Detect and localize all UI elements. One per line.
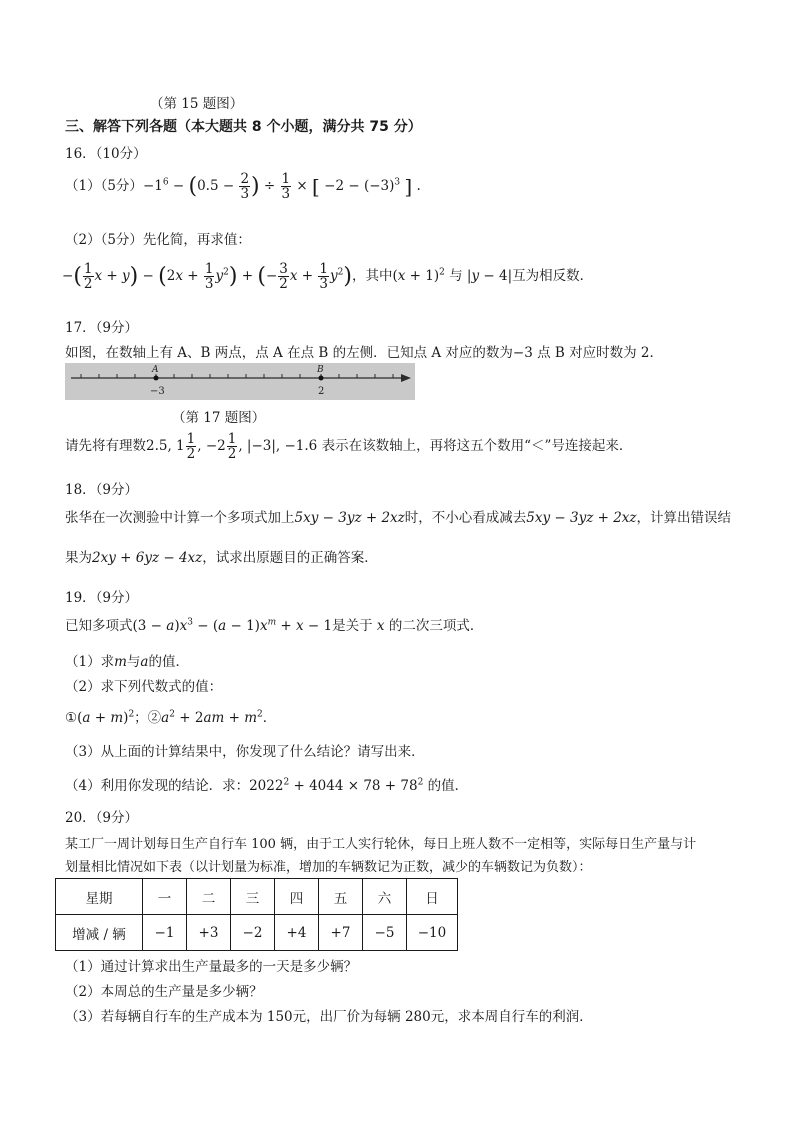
q17-instruction: 请先将有理数2.5, 1 $\frac{1}{2}$ , −2 $\frac{1}{2}$ , |−3|, −1.6 表示在该数轴上，再将这五个数用“＜”号连接起来． [65,431,633,462]
table-cell-change: −10 [407,915,458,951]
table-cell-day: 日 [407,879,458,915]
q17-text: 如图，在数轴上有 A、B 两点，点 A 在点 B 的左侧．已知点 A 对应的数为−3 点 B 对应时数为 2． [65,345,663,361]
table-cell-day: 二 [187,879,231,915]
q20-text-line1: 某工厂一周计划每日生产自行车 100 辆，由于工人实行轮休，每日上班人数不一定相等，实际每日生产量与计 [65,837,697,852]
q20-part3: （3）若每辆自行车的生产成本为 150元，出厂价为每辆 280元，求本周自行车的利润． [65,1009,593,1025]
q19-part2-items: ①(a + m)$^2$；$②a^2 + 2am + m^2$． [65,709,277,726]
table-header-day: 星期 [56,879,143,915]
point-b-value: 2 [318,386,325,397]
number-line-svg [65,363,415,400]
q16-part1-label: （1）（5分） [65,178,143,194]
q16-part2-label: （2）（5分）先化简，再求值： [65,232,251,248]
q19-part3: （3）从上面的计算结果中，你发现了什么结论？请写出来． [65,744,425,760]
q19-part1: （1）求m与a的值． [65,654,189,670]
table-row-changes [56,915,458,951]
table-header-change: 增减 / 辆 [56,915,143,951]
q16-header: 16．（10分） [65,146,147,162]
fig17-caption: （第 17 题图） [172,410,266,426]
q16-part2-expression: −( $\frac{1}{2}$ x + y) − (2x + $\frac{1}{3}$ $y^2$) + (− $\frac{3}{2}$ x + $\frac{1}{3}$ $y^2$)，其中$(x + 1)^2$ 与 |y − 4|互为相反数． [62,261,594,292]
table-cell-change: +3 [187,915,231,951]
point-b-dot [319,376,324,381]
fig15-caption: （第 15 题图） [150,96,244,112]
q18-header: 18．（9分） [65,482,139,498]
q20-text-line2: 划量相比情况如下表（以计划量为标准，增加的车辆数记为正数，减少的车辆数记为负数）： [65,860,592,875]
point-b-label: B [317,365,324,375]
q18-expr1: 5xy − 3yz + 2xz [294,510,405,526]
q18-line1: 张华在一次测验中计算一个多项式加上5xy − 3yz + 2xz时，不小心看成减去5xy − 3yz + 2xz，计算出错误结 [65,510,732,526]
q16-condition-end: 互为相反数． [512,268,594,284]
q18-expr2: 2xy + 6yz − 4xz [92,550,203,566]
q19-part2: （2）求下列代数式的值： [65,679,223,695]
table-cell-change: −1 [143,915,187,951]
table-row-days [56,879,458,915]
q19-header: 19．（9分） [65,590,139,606]
table-cell-day: 三 [231,879,275,915]
q20-part2: （2）本周总的生产量是多少辆？ [65,984,263,1000]
q16-condition-text: ，其中 [351,268,393,284]
q18-expr1-repeat: 5xy − 3yz + 2xz [526,510,637,526]
point-a-dot [154,376,159,381]
q18-line2: 果为2xy + 6yz − 4xz，试求出原题目的正确答案． [65,550,378,566]
table-cell-day: 四 [275,879,319,915]
table-cell-day: 一 [143,879,187,915]
number-line-arrow-icon [401,374,411,382]
number-line-figure [65,363,415,400]
table-cell-day: 六 [363,879,407,915]
q16-part1-expression: $-1^6 - (0.5$ − $\frac{2}{3}$ ) ÷ $\frac{1}{3}$ × [ $-2 - (-3)^3$ ] . [142,171,421,202]
table-cell-day: 五 [319,879,363,915]
q17-header: 17．（9分） [65,320,139,336]
point-a-label: A [152,365,159,375]
q19-part4: （4）利用你发现的结论．求：$2022^2 + 4044 \times 78 + 78^2$ 的值． [65,777,469,794]
q16-part1 [65,172,421,201]
table-cell-change: +4 [275,915,319,951]
q19-intro: 已知多项式$(3 - a)x^3 - (a - 1)x^m + x - 1$是关于 x 的二次三项式． [65,617,484,634]
production-table [55,878,458,951]
table-cell-change: −2 [231,915,275,951]
section3-title: 三、解答下列各题（本大题共 8 个小题，满分共 75 分） [65,119,422,135]
table-cell-change: +7 [319,915,363,951]
q20-part1: （1）通过计算求出生产量最多的一天是多少辆？ [65,959,358,975]
point-a-value: −3 [150,386,165,397]
table-cell-change: −5 [363,915,407,951]
q20-header: 20．（9分） [65,810,139,826]
